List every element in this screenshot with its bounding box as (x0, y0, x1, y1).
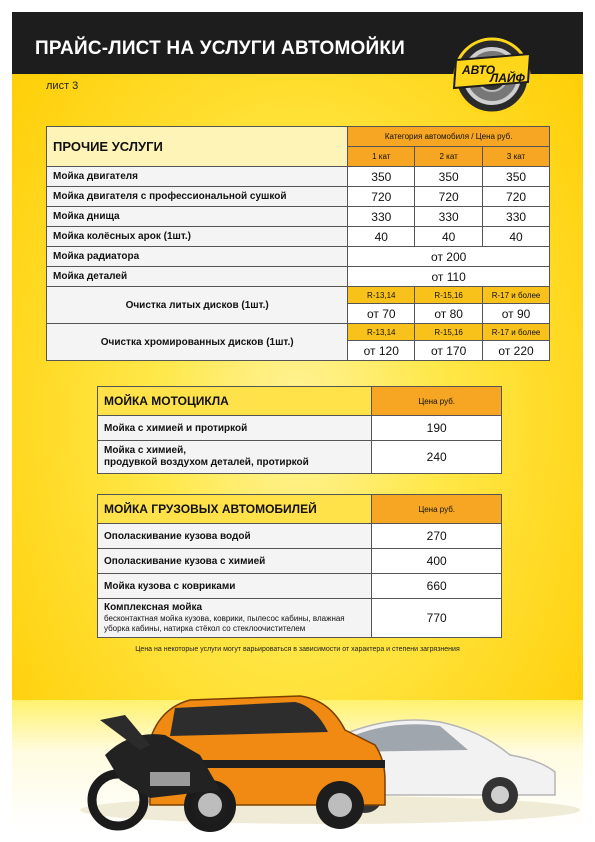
service-name: Очистка литых дисков (1шт.) (47, 287, 348, 324)
price-cell: от 70 (348, 304, 415, 324)
table-row (98, 524, 502, 549)
table-row (47, 187, 550, 207)
price-cell: 720 (483, 187, 550, 207)
price-cell: 770 (372, 599, 502, 638)
motorcycle-title: МОЙКА МОТОЦИКЛА (98, 387, 372, 416)
logo-text-top: АВТО (462, 63, 496, 77)
price-cell: от 80 (415, 304, 483, 324)
rim-size: R-13,14 (348, 287, 415, 304)
table-row (98, 441, 502, 474)
service-name: Мойка двигателя (47, 167, 348, 187)
rim-size: R-17 и более (483, 287, 550, 304)
table-row (98, 416, 502, 441)
price-cell: от 200 (348, 247, 550, 267)
service-name (98, 599, 372, 638)
service-name: Мойка с химией и протиркой (98, 416, 372, 441)
table-row (47, 287, 550, 304)
table-row (98, 549, 502, 574)
price-cell: 330 (415, 207, 483, 227)
price-cell: 330 (348, 207, 415, 227)
trucks-title: МОЙКА ГРУЗОВЫХ АВТОМОБИЛЕЙ (98, 495, 372, 524)
price-cell: 350 (348, 167, 415, 187)
price-cell: 720 (348, 187, 415, 207)
price-cell: 40 (348, 227, 415, 247)
price-cell: 190 (372, 416, 502, 441)
service-name: Мойка днища (47, 207, 348, 227)
price-cell: от 120 (348, 341, 415, 361)
service-description: бесконтактная мойка кузова, коврики, пылесос кабины, влажная уборка кабины, натирка стёкол со стеклоочистителем (104, 614, 345, 633)
price-cell: 270 (372, 524, 502, 549)
price-cell: 40 (483, 227, 550, 247)
price-cell: 330 (483, 207, 550, 227)
vehicles-illustration (0, 660, 595, 842)
avtolife-logo (452, 36, 532, 116)
price-cell: 350 (483, 167, 550, 187)
price-cell: 720 (415, 187, 483, 207)
service-name: Мойка кузова с ковриками (98, 574, 372, 599)
price-cell: 240 (372, 441, 502, 474)
price-header: Цена руб. (372, 387, 502, 416)
table-row (98, 599, 502, 638)
service-name: Мойка радиатора (47, 247, 348, 267)
trucks-table (97, 494, 502, 638)
price-cell: 40 (415, 227, 483, 247)
table-row (47, 207, 550, 227)
rim-size: R-13,14 (348, 324, 415, 341)
service-name: Мойка колёсных арок (1шт.) (47, 227, 348, 247)
price-cell: 660 (372, 574, 502, 599)
service-name: Мойка деталей (47, 267, 348, 287)
logo-text-bottom: ЛАЙФ (490, 71, 525, 85)
table-row (47, 227, 550, 247)
price-cell: 400 (372, 549, 502, 574)
yellow-background (12, 12, 583, 752)
other-services-table (46, 126, 550, 361)
service-name: Ополаскивание кузова с химией (98, 549, 372, 574)
service-name-main: Комплексная мойка (104, 602, 203, 613)
category-1: 1 кат (348, 147, 415, 167)
category-header: Категория автомобиля / Цена руб. (348, 127, 550, 147)
other-services-title: ПРОЧИЕ УСЛУГИ (47, 127, 348, 167)
rim-size: R-17 и более (483, 324, 550, 341)
service-name: Очистка хромированных дисков (1шт.) (47, 324, 348, 361)
price-cell: от 90 (483, 304, 550, 324)
price-header: Цена руб. (372, 495, 502, 524)
price-note: Цена на некоторые услуги могут варьироваться в зависимости от характера и степени загрязнения (135, 646, 460, 653)
service-name: Мойка двигателя с профессиональной сушкой (47, 187, 348, 207)
price-cell: 350 (415, 167, 483, 187)
service-name: Ополаскивание кузова водой (98, 524, 372, 549)
price-cell: от 110 (348, 267, 550, 287)
table-row (47, 167, 550, 187)
service-name-line1: Мойка с химией, (104, 445, 187, 456)
table-row (47, 324, 550, 341)
sheet-number: лист 3 (46, 80, 79, 92)
category-3: 3 кат (483, 147, 550, 167)
table-row (47, 247, 550, 267)
rim-size: R-15,16 (415, 324, 483, 341)
table-row (47, 267, 550, 287)
price-cell: от 220 (483, 341, 550, 361)
price-cell: от 170 (415, 341, 483, 361)
rim-size: R-15,16 (415, 287, 483, 304)
service-name-line2: продувкой воздухом деталей, протиркой (104, 457, 309, 468)
table-row (98, 574, 502, 599)
service-name (98, 441, 372, 474)
page-title: ПРАЙС-ЛИСТ НА УСЛУГИ АВТОМОЙКИ (35, 38, 405, 59)
category-2: 2 кат (415, 147, 483, 167)
motorcycle-table (97, 386, 502, 474)
